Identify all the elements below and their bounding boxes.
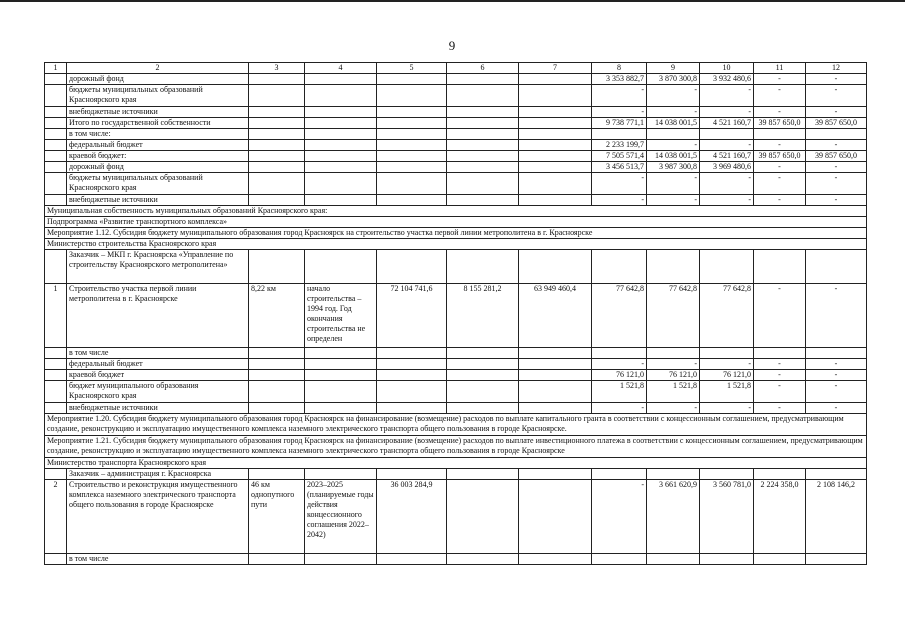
empty-cell	[249, 469, 305, 480]
value-cell: 39 857 650,0	[754, 118, 806, 129]
table-row	[45, 370, 867, 381]
value-cell	[592, 129, 647, 140]
empty-cell	[377, 74, 447, 85]
empty-cell	[592, 469, 647, 480]
value-cell: 1 521,8	[592, 381, 647, 403]
empty-cell	[305, 250, 377, 284]
value-cell: -	[592, 359, 647, 370]
empty-cell	[754, 469, 806, 480]
empty-cell	[305, 370, 377, 381]
empty-cell	[519, 118, 592, 129]
table-row	[45, 74, 867, 85]
empty-cell	[447, 129, 519, 140]
empty-cell	[249, 403, 305, 414]
column-header: 6	[447, 63, 519, 74]
section-row: Министерство транспорта Красноярского края	[45, 458, 867, 469]
value-cell	[806, 129, 867, 140]
empty-cell	[447, 74, 519, 85]
value-cell: -	[806, 359, 867, 370]
value-cell: 77 642,8	[700, 284, 754, 348]
value-cell: 76 121,0	[700, 370, 754, 381]
empty-cell	[45, 140, 67, 151]
section-row: Муниципальная собственность муниципальных образований Красноярского края:	[45, 206, 867, 217]
empty-cell	[305, 469, 377, 480]
empty-cell	[377, 151, 447, 162]
value-cell: -	[806, 74, 867, 85]
measure-row	[45, 414, 867, 436]
financing-table	[44, 62, 867, 565]
value-cell: 4 521 160,7	[700, 151, 754, 162]
empty-cell	[447, 162, 519, 173]
value-cell	[754, 554, 806, 565]
value-cell	[700, 554, 754, 565]
row-label: краевой бюджет	[67, 370, 249, 381]
value-cell: -	[592, 195, 647, 206]
value-cell: -	[700, 140, 754, 151]
empty-cell	[377, 107, 447, 118]
empty-cell	[249, 85, 305, 107]
empty-cell	[377, 381, 447, 403]
empty-cell	[447, 173, 519, 195]
object-number: 2	[45, 480, 67, 554]
empty-cell	[377, 403, 447, 414]
empty-cell	[519, 469, 592, 480]
value-cell: 76 121,0	[647, 370, 700, 381]
table-row	[45, 554, 867, 565]
value-cell: 3 932 480,6	[700, 74, 754, 85]
empty-cell	[45, 151, 67, 162]
customer-label: Заказчик – администрация г. Красноярска	[67, 469, 249, 480]
empty-cell	[447, 403, 519, 414]
value-cell: -	[647, 85, 700, 107]
empty-cell	[45, 195, 67, 206]
value-cell: 9 738 771,1	[592, 118, 647, 129]
object-capacity: 8,22 км	[249, 284, 305, 348]
column-header: 3	[249, 63, 305, 74]
value-cell: -	[647, 403, 700, 414]
column-header: 4	[305, 63, 377, 74]
value-cell: 2 224 358,0	[754, 480, 806, 554]
empty-cell	[45, 74, 67, 85]
empty-cell	[305, 85, 377, 107]
page-number: 9	[448, 38, 456, 53]
empty-cell	[377, 85, 447, 107]
empty-cell	[519, 74, 592, 85]
value-cell: -	[806, 173, 867, 195]
empty-cell	[305, 348, 377, 359]
empty-cell	[249, 195, 305, 206]
table-row	[45, 173, 867, 195]
value-cell: -	[806, 195, 867, 206]
empty-cell	[519, 195, 592, 206]
value-cell: 3 456 513,7	[592, 162, 647, 173]
object-row	[45, 480, 867, 554]
value-cell	[806, 554, 867, 565]
value-cell: -	[647, 140, 700, 151]
value-cell: 36 003 284,9	[377, 480, 447, 554]
value-cell: -	[806, 403, 867, 414]
empty-cell	[519, 403, 592, 414]
empty-cell	[45, 554, 67, 565]
empty-cell	[447, 348, 519, 359]
empty-cell	[305, 151, 377, 162]
value-cell: -	[754, 162, 806, 173]
empty-cell	[305, 140, 377, 151]
row-label: федеральный бюджет	[67, 140, 249, 151]
empty-cell	[519, 173, 592, 195]
value-cell: -	[806, 381, 867, 403]
value-cell: 7 505 571,4	[592, 151, 647, 162]
empty-cell	[45, 173, 67, 195]
empty-cell	[700, 469, 754, 480]
empty-cell	[377, 469, 447, 480]
value-cell: 39 857 650,0	[806, 151, 867, 162]
value-cell: 3 969 480,6	[700, 162, 754, 173]
table-row	[45, 195, 867, 206]
value-cell: -	[647, 107, 700, 118]
section-row	[45, 239, 867, 250]
value-cell: 39 857 650,0	[754, 151, 806, 162]
empty-cell	[249, 250, 305, 284]
value-cell: -	[806, 85, 867, 107]
empty-cell	[447, 195, 519, 206]
empty-cell	[249, 348, 305, 359]
empty-cell	[305, 173, 377, 195]
empty-cell	[45, 469, 67, 480]
empty-cell	[45, 348, 67, 359]
empty-cell	[45, 162, 67, 173]
section-row	[45, 206, 867, 217]
row-label: в том числе	[67, 554, 249, 565]
empty-cell	[45, 250, 67, 284]
empty-cell	[447, 140, 519, 151]
section-row	[45, 217, 867, 228]
empty-cell	[519, 107, 592, 118]
value-cell: -	[647, 195, 700, 206]
empty-cell	[447, 85, 519, 107]
value-cell: 1 521,8	[647, 381, 700, 403]
column-header: 10	[700, 63, 754, 74]
top-border-line	[0, 0, 905, 2]
empty-cell	[305, 74, 377, 85]
value-cell	[519, 480, 592, 554]
object-row	[45, 284, 867, 348]
table-row	[45, 118, 867, 129]
value-cell: 3 870 300,8	[647, 74, 700, 85]
empty-cell	[249, 370, 305, 381]
empty-cell	[377, 140, 447, 151]
row-label: внебюджетные источники	[67, 403, 249, 414]
table-row	[45, 140, 867, 151]
value-cell: 39 857 650,0	[806, 118, 867, 129]
value-cell: 8 155 281,2	[447, 284, 519, 348]
empty-cell	[305, 554, 377, 565]
value-cell: -	[700, 359, 754, 370]
table-row	[45, 162, 867, 173]
value-cell: -	[754, 403, 806, 414]
value-cell: -	[647, 173, 700, 195]
value-cell	[700, 129, 754, 140]
empty-cell	[45, 118, 67, 129]
empty-cell	[249, 381, 305, 403]
value-cell: -	[700, 107, 754, 118]
empty-cell	[377, 359, 447, 370]
value-cell: -	[806, 107, 867, 118]
row-label: бюджеты муниципальных образований Красноярского края	[67, 173, 249, 195]
column-header: 9	[647, 63, 700, 74]
object-number: 1	[45, 284, 67, 348]
row-label: внебюджетные источники	[67, 107, 249, 118]
value-cell: 3 987 300,8	[647, 162, 700, 173]
table-row	[45, 348, 867, 359]
value-cell	[647, 129, 700, 140]
table-row	[45, 151, 867, 162]
measure-row: Мероприятие 1.20. Субсидия бюджету муниципального образования город Красноярск на финансирование (возмещение) расходов по выплате капитального гранта в соответствии с концессионным соглашением, предусматривающим создание, реконструкцию и эксплуатацию имущественного комплекса наземного электрического транспорта общего пользования в городе Красноярске.	[45, 414, 867, 436]
value-cell: -	[592, 480, 647, 554]
empty-cell	[305, 381, 377, 403]
value-cell	[647, 554, 700, 565]
value-cell: 76 121,0	[592, 370, 647, 381]
empty-cell	[519, 359, 592, 370]
empty-cell	[249, 162, 305, 173]
row-label: в том числе:	[67, 129, 249, 140]
empty-cell	[249, 118, 305, 129]
empty-cell	[305, 403, 377, 414]
value-cell: -	[754, 195, 806, 206]
measure-row	[45, 436, 867, 458]
table-row	[45, 403, 867, 414]
header-row	[45, 63, 867, 74]
row-label: дорожный фонд	[67, 162, 249, 173]
value-cell: -	[754, 74, 806, 85]
value-cell: -	[806, 370, 867, 381]
empty-cell	[806, 250, 867, 284]
empty-cell	[700, 250, 754, 284]
empty-cell	[519, 381, 592, 403]
value-cell: -	[700, 195, 754, 206]
value-cell: -	[754, 107, 806, 118]
empty-cell	[647, 469, 700, 480]
value-cell: 1 521,8	[700, 381, 754, 403]
section-row: Подпрограмма «Развитие транспортного комплекса»	[45, 217, 867, 228]
table-row	[45, 85, 867, 107]
value-cell: -	[754, 173, 806, 195]
value-cell: 77 642,8	[647, 284, 700, 348]
value-cell: -	[592, 85, 647, 107]
value-cell: -	[647, 359, 700, 370]
empty-cell	[305, 129, 377, 140]
object-period: начало строительства – 1994 год. Год окончания строительства не определен	[305, 284, 377, 348]
empty-cell	[519, 348, 592, 359]
value-cell	[754, 129, 806, 140]
empty-cell	[45, 381, 67, 403]
empty-cell	[447, 107, 519, 118]
customer-label: Заказчик – МКП г. Красноярска «Управление по строительству Красноярского метрополитена»	[67, 250, 249, 284]
column-header: 2	[67, 63, 249, 74]
empty-cell	[647, 250, 700, 284]
empty-cell	[45, 370, 67, 381]
object-name: Строительство и реконструкция имущественного комплекса наземного электрического транспорта общего пользования в городе Красноярске	[67, 480, 249, 554]
value-cell: 14 038 001,5	[647, 118, 700, 129]
column-header: 12	[806, 63, 867, 74]
empty-cell	[249, 74, 305, 85]
empty-cell	[45, 403, 67, 414]
empty-cell	[45, 129, 67, 140]
empty-cell	[592, 250, 647, 284]
row-label: бюджеты муниципальных образований Красноярского края	[67, 85, 249, 107]
empty-cell	[377, 118, 447, 129]
table-row	[45, 359, 867, 370]
value-cell: 2 108 146,2	[806, 480, 867, 554]
value-cell: -	[592, 107, 647, 118]
table-row	[45, 107, 867, 118]
empty-cell	[45, 85, 67, 107]
column-header: 8	[592, 63, 647, 74]
empty-cell	[377, 195, 447, 206]
value-cell: 3 353 882,7	[592, 74, 647, 85]
empty-cell	[249, 554, 305, 565]
empty-cell	[249, 359, 305, 370]
object-name: Строительство участка первой линии метрополитена в г. Красноярске	[67, 284, 249, 348]
value-cell: 4 521 160,7	[700, 118, 754, 129]
value-cell	[806, 348, 867, 359]
value-cell: -	[754, 370, 806, 381]
empty-cell	[305, 118, 377, 129]
value-cell	[592, 348, 647, 359]
value-cell	[700, 348, 754, 359]
empty-cell	[447, 118, 519, 129]
value-cell	[647, 348, 700, 359]
empty-cell	[519, 370, 592, 381]
empty-cell	[447, 469, 519, 480]
empty-cell	[45, 107, 67, 118]
value-cell	[592, 554, 647, 565]
table-row	[45, 381, 867, 403]
empty-cell	[377, 173, 447, 195]
row-label: краевой бюджет:	[67, 151, 249, 162]
empty-cell	[377, 162, 447, 173]
value-cell: 77 642,8	[592, 284, 647, 348]
value-cell: -	[754, 381, 806, 403]
object-capacity: 46 км однопутного пути	[249, 480, 305, 554]
empty-cell	[519, 554, 592, 565]
empty-cell	[305, 195, 377, 206]
empty-cell	[45, 359, 67, 370]
row-label: дорожный фонд	[67, 74, 249, 85]
empty-cell	[249, 173, 305, 195]
value-cell: 3 560 781,0	[700, 480, 754, 554]
empty-cell	[754, 250, 806, 284]
empty-cell	[377, 554, 447, 565]
empty-cell	[447, 359, 519, 370]
row-label: внебюджетные источники	[67, 195, 249, 206]
column-header: 11	[754, 63, 806, 74]
row-label: в том числе	[67, 348, 249, 359]
empty-cell	[806, 469, 867, 480]
column-header: 5	[377, 63, 447, 74]
empty-cell	[305, 107, 377, 118]
value-cell	[754, 348, 806, 359]
empty-cell	[447, 151, 519, 162]
column-header: 1	[45, 63, 67, 74]
column-header: 7	[519, 63, 592, 74]
empty-cell	[377, 129, 447, 140]
value-cell: 3 661 620,9	[647, 480, 700, 554]
value-cell: -	[592, 173, 647, 195]
empty-cell	[447, 250, 519, 284]
value-cell: 63 949 460,4	[519, 284, 592, 348]
value-cell: -	[592, 403, 647, 414]
empty-cell	[447, 554, 519, 565]
empty-cell	[519, 162, 592, 173]
empty-cell	[305, 162, 377, 173]
value-cell: 72 104 741,6	[377, 284, 447, 348]
row-label: бюджет муниципального образования Красноярского края	[67, 381, 249, 403]
empty-cell	[249, 140, 305, 151]
value-cell: -	[700, 403, 754, 414]
value-cell: -	[806, 284, 867, 348]
customer-row	[45, 250, 867, 284]
object-period: 2023–2025 (планируемые годы действия концессионного соглашения 2022–2042)	[305, 480, 377, 554]
measure-row	[45, 228, 867, 239]
empty-cell	[377, 348, 447, 359]
value-cell: -	[700, 85, 754, 107]
value-cell: -	[754, 85, 806, 107]
empty-cell	[305, 359, 377, 370]
section-row: Министерство строительства Красноярского края	[45, 239, 867, 250]
table-row	[45, 129, 867, 140]
empty-cell	[249, 107, 305, 118]
empty-cell	[447, 370, 519, 381]
measure-row: Мероприятие 1.12. Субсидия бюджету муниципального образования город Красноярск на строительство участка первой линии метрополитена в г. Красноярске	[45, 228, 867, 239]
value-cell: 2 233 199,7	[592, 140, 647, 151]
empty-cell	[377, 250, 447, 284]
empty-cell	[447, 381, 519, 403]
empty-cell	[249, 151, 305, 162]
value-cell: -	[754, 140, 806, 151]
value-cell: -	[806, 162, 867, 173]
customer-row	[45, 469, 867, 480]
section-row	[45, 458, 867, 469]
row-label: Итого по государственной собственности	[67, 118, 249, 129]
empty-cell	[519, 140, 592, 151]
measure-row: Мероприятие 1.21. Субсидия бюджету муниципального образования город Красноярск на финансирование (возмещение) расходов по выплате инвестиционного платежа в соответствии с концессионным соглашением, предусматривающим создание, реконструкцию и эксплуатацию имущественного комплекса наземного электрического транспорта общего пользования в городе Красноярске	[45, 436, 867, 458]
empty-cell	[249, 129, 305, 140]
value-cell: -	[806, 140, 867, 151]
empty-cell	[519, 85, 592, 107]
value-cell: -	[700, 173, 754, 195]
value-cell: -	[754, 284, 806, 348]
empty-cell	[519, 129, 592, 140]
empty-cell	[377, 370, 447, 381]
value-cell: 14 038 001,5	[647, 151, 700, 162]
empty-cell	[519, 250, 592, 284]
empty-cell	[519, 151, 592, 162]
value-cell: -	[754, 359, 806, 370]
value-cell	[447, 480, 519, 554]
row-label: федеральный бюджет	[67, 359, 249, 370]
